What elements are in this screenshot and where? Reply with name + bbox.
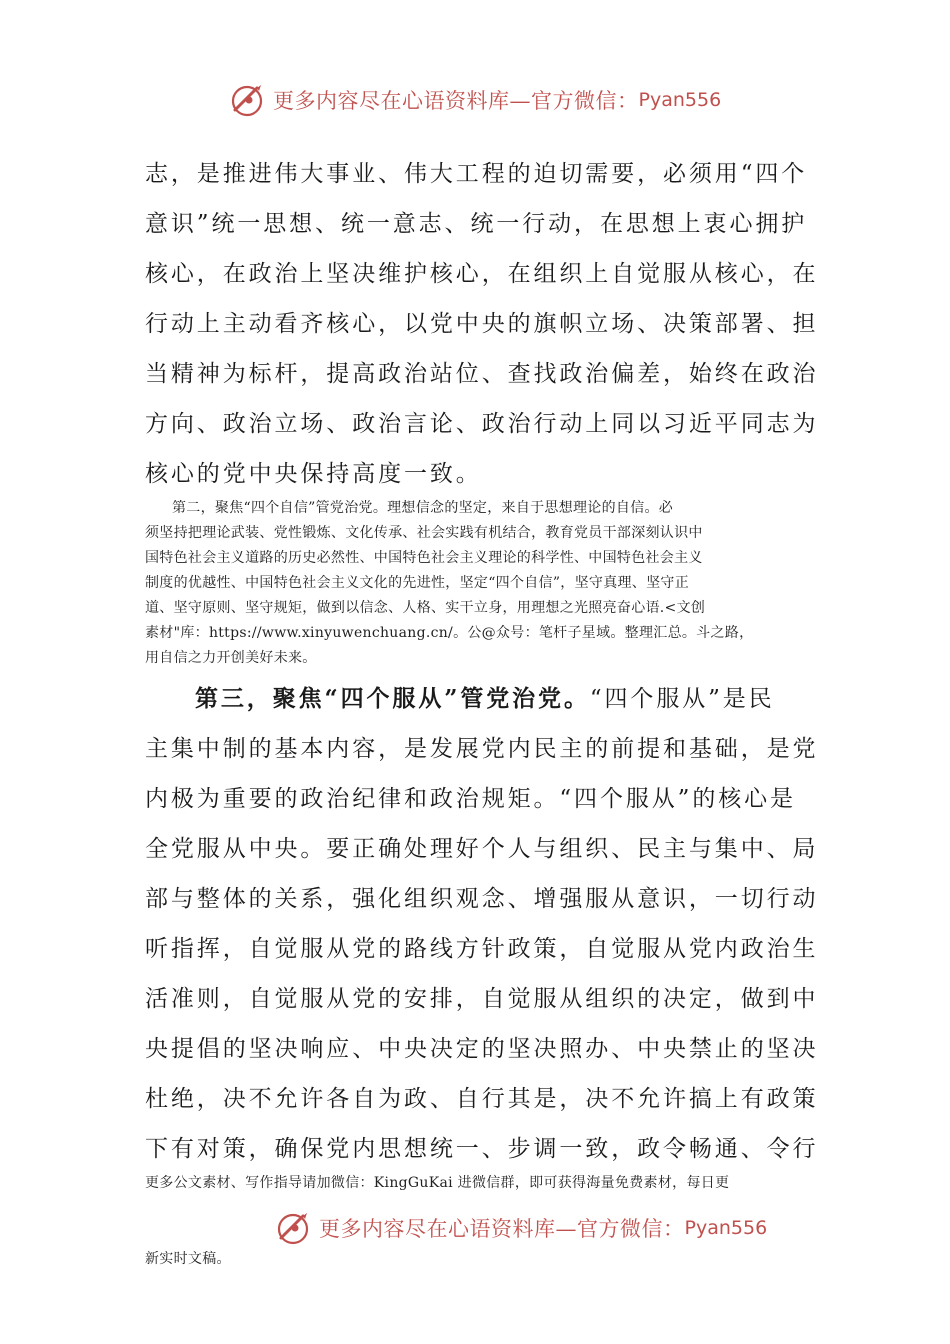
text-line: 国特色社会主义道路的历史必然性、中国特色社会主义理论的科学性、中国特色社会主义 [145,550,703,566]
footer-line-1: 更多公文素材、写作指导请加微信：KingGuKai 进微信群，即可获得海量免费素材，每日更 [145,1175,730,1191]
pen-logo-icon [227,80,267,120]
text-line: 制度的优越性、中国特色社会主义文化的先进性，坚定“四个自信”，坚守真理、坚守正 [145,575,690,591]
heading-continuation: “四个服从”是民 [589,686,775,712]
text-line: 央提倡的坚决响应、中央决定的坚决照办、中央禁止的坚决 [145,1036,819,1062]
text-line: 须坚持把理论武装、党性锻炼、文化传承、社会实践有机结合，教育党员干部深刻认识中 [145,525,703,541]
bottom-banner [0,1208,950,1248]
text-line: 全党服从中央。要正确处理好个人与组织、民主与集中、局 [145,836,819,862]
text-line: 部与整体的关系，强化组织观念、增强服从意识，一切行动 [145,886,819,912]
footer-line-2: 新实时文稿。 [145,1251,231,1267]
text-line: 杜绝，决不允许各自为政、自行其是，决不允许搞上有政策 [145,1086,819,1112]
banner-wechat-id: Pyan556 [684,1217,768,1239]
text-line: 听指挥，自觉服从党的路线方针政策，自觉服从党内政治生 [145,936,819,962]
pen-logo-icon [273,1208,313,1248]
text-line: 核心的党中央保持高度一致。 [145,461,482,487]
text-line: 志，是推进伟大事业、伟大工程的迫切需要，必须用“四个 [145,161,808,187]
text-line: 核心，在政治上坚决维护核心，在组织上自觉服从核心，在 [145,261,819,287]
top-banner [0,80,950,120]
text-line: 主集中制的基本内容，是发展党内民主的前提和基础，是党 [145,736,819,762]
text-line: 道、坚守原则、坚守规矩，做到以信念、人格、实干立身，用理想之光照亮奋心语.<文创 [145,600,706,616]
text-line: 活准则，自觉服从党的安排，自觉服从组织的决定，做到中 [145,986,819,1012]
banner-wechat-id: Pyan556 [638,89,722,111]
text-line: 当精神为标杆，提高政治站位、查找政治偏差，始终在政治 [145,361,819,387]
text-line: 下有对策，确保党内思想统一、步调一致，政令畅通、令行 [145,1136,819,1162]
text-line: 内极为重要的政治纪律和政治规矩。“四个服从”的核心是 [145,786,796,812]
text-line: 行动上主动看齐核心，以党中央的旗帜立场、决策部署、担 [145,311,819,337]
text-line: 第二，聚焦“四个自信”管党治党。理想信念的坚定，来自于思想理论的自信。必 [172,500,674,516]
text-line: 素材"库：https://www.xinyuwenchuang.cn/。公@众号：笔杆子星域。整理汇总。斗之路， [145,625,754,641]
section-heading: 第三，聚焦“四个服从”管党治党。 [195,685,590,712]
banner-text: 更多内容尽在心语资料库—官方微信： [319,1217,685,1241]
banner-text: 更多内容尽在心语资料库—官方微信： [273,89,639,113]
text-line: 方向、政治立场、政治言论、政治行动上同以习近平同志为 [145,411,819,437]
text-line: 意识”统一思想、统一意志、统一行动，在思想上衷心拥护 [145,211,808,237]
text-line: 用自信之力开创美好未来。 [145,650,317,666]
text-line [195,680,808,713]
